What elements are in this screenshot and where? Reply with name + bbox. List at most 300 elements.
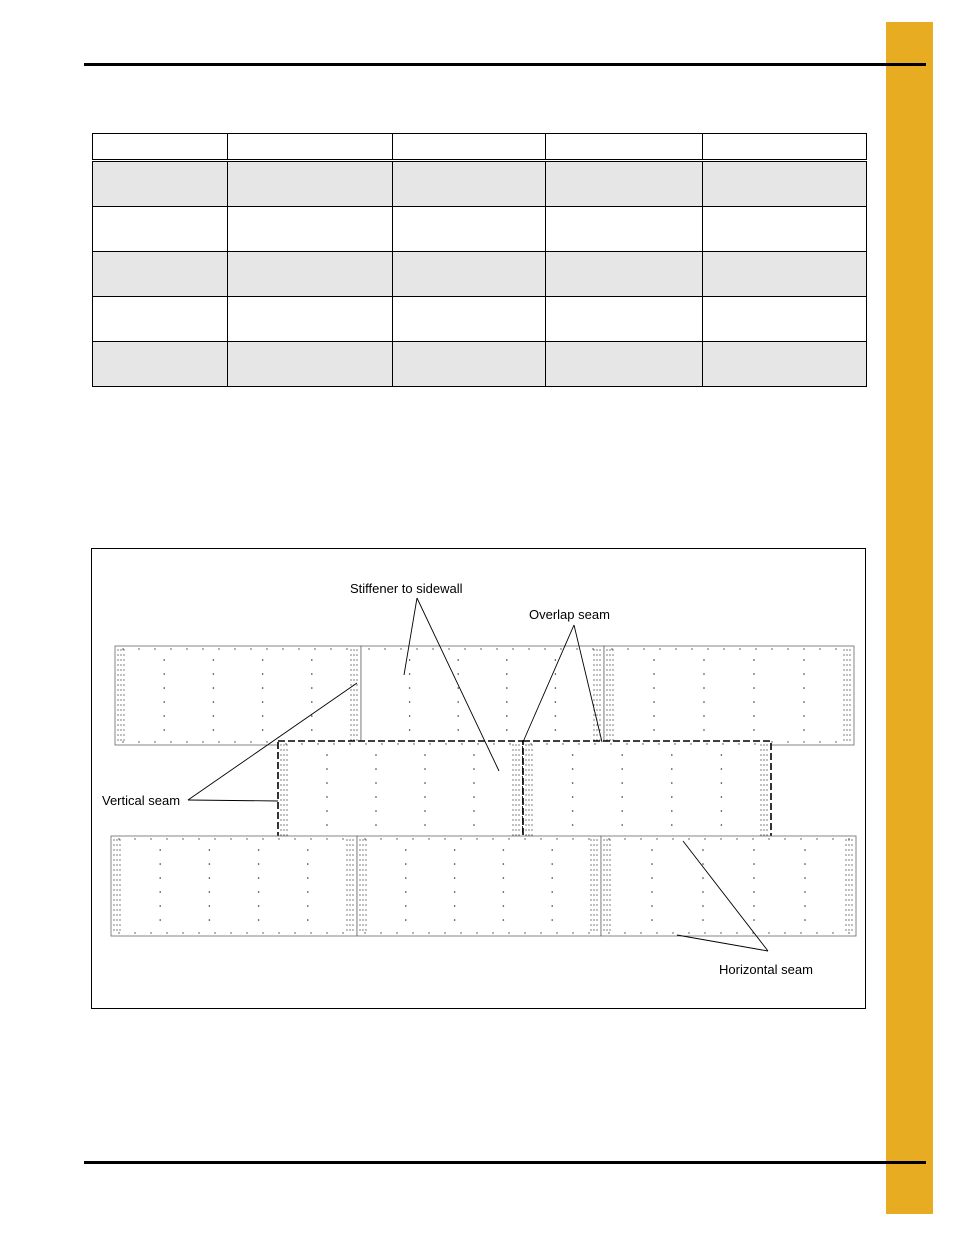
bolt-hole bbox=[738, 743, 739, 744]
bolt-hole bbox=[603, 929, 604, 930]
bolt-hole bbox=[317, 743, 318, 744]
stiffener-label: Stiffener to sidewall bbox=[350, 581, 463, 596]
bolt-hole bbox=[849, 669, 850, 670]
bolt-hole bbox=[473, 754, 475, 756]
bolt-hole bbox=[851, 844, 852, 845]
bolt-hole bbox=[606, 909, 607, 910]
bolt-hole bbox=[123, 689, 124, 690]
bolt-hole bbox=[412, 932, 413, 933]
bolt-hole bbox=[283, 834, 284, 835]
bolt-hole bbox=[444, 838, 445, 839]
bolt-hole bbox=[763, 789, 764, 790]
bolt-hole bbox=[473, 796, 475, 798]
bolt-hole bbox=[326, 754, 328, 756]
bolt-hole bbox=[609, 719, 610, 720]
bolt-hole bbox=[120, 734, 121, 735]
bolt-hole bbox=[848, 894, 849, 895]
bolt-hole bbox=[349, 919, 350, 920]
bolt-hole bbox=[528, 819, 529, 820]
bolt-hole bbox=[846, 694, 847, 695]
bolt-hole bbox=[846, 739, 847, 740]
bolt-hole bbox=[503, 863, 505, 865]
bolt-hole bbox=[593, 699, 594, 700]
bolt-hole bbox=[531, 784, 532, 785]
bolt-hole bbox=[603, 859, 604, 860]
bolt-hole bbox=[262, 673, 264, 675]
bolt-hole bbox=[424, 810, 426, 812]
bolt-hole bbox=[280, 754, 281, 755]
bolt-hole bbox=[763, 834, 764, 835]
bolt-hole bbox=[590, 859, 591, 860]
bolt-hole bbox=[134, 932, 135, 933]
bolt-hole bbox=[593, 879, 594, 880]
bolt-hole bbox=[163, 729, 165, 731]
bolt-hole bbox=[365, 909, 366, 910]
bolt-hole bbox=[784, 838, 785, 839]
bolt-hole bbox=[606, 664, 607, 665]
bolt-hole bbox=[515, 784, 516, 785]
bolt-hole bbox=[349, 869, 350, 870]
bolt-hole bbox=[119, 914, 120, 915]
bolt-hole bbox=[590, 839, 591, 840]
bolt-hole bbox=[702, 891, 704, 893]
bolt-hole bbox=[599, 679, 600, 680]
bolt-hole bbox=[518, 814, 519, 815]
bolt-hole bbox=[804, 905, 806, 907]
bolt-hole bbox=[804, 863, 806, 865]
bolt-hole bbox=[349, 904, 350, 905]
bolt-hole bbox=[609, 649, 610, 650]
bolt-hole bbox=[606, 699, 607, 700]
bolt-hole bbox=[512, 789, 513, 790]
bolt-hole bbox=[590, 924, 591, 925]
bolt-hole bbox=[593, 724, 594, 725]
bolt-hole bbox=[720, 838, 721, 839]
bolt-hole bbox=[603, 924, 604, 925]
bolt-hole bbox=[283, 824, 284, 825]
table-cell bbox=[393, 161, 546, 207]
bolt-hole bbox=[590, 869, 591, 870]
bolt-hole bbox=[213, 687, 215, 689]
bolt-hole bbox=[512, 749, 513, 750]
bolt-hole bbox=[846, 654, 847, 655]
bolt-hole bbox=[512, 834, 513, 835]
bolt-hole bbox=[609, 884, 610, 885]
bolt-hole bbox=[804, 849, 806, 851]
bolt-hole bbox=[352, 894, 353, 895]
bolt-hole bbox=[286, 779, 287, 780]
bolt-hole bbox=[849, 694, 850, 695]
bolt-hole bbox=[603, 879, 604, 880]
bolt-hole bbox=[651, 919, 653, 921]
sheet-panel bbox=[115, 646, 361, 745]
bolt-hole bbox=[528, 809, 529, 810]
bolt-hole bbox=[113, 899, 114, 900]
bolt-hole bbox=[515, 814, 516, 815]
bolt-hole bbox=[593, 729, 594, 730]
bolt-hole bbox=[531, 769, 532, 770]
bolt-hole bbox=[611, 648, 612, 649]
bolt-hole bbox=[518, 824, 519, 825]
bolt-hole bbox=[518, 789, 519, 790]
bolt-hole bbox=[763, 764, 764, 765]
bolt-hole bbox=[346, 904, 347, 905]
bolt-hole bbox=[286, 799, 287, 800]
bolt-hole bbox=[515, 774, 516, 775]
bolt-hole bbox=[525, 764, 526, 765]
bolt-hole bbox=[596, 884, 597, 885]
bolt-hole bbox=[213, 659, 215, 661]
bolt-hole bbox=[849, 699, 850, 700]
bolt-hole bbox=[412, 838, 413, 839]
bolt-hole bbox=[258, 919, 260, 921]
bolt-hole bbox=[350, 649, 351, 650]
bolt-hole bbox=[350, 734, 351, 735]
bolt-hole bbox=[117, 719, 118, 720]
bolt-hole bbox=[819, 648, 820, 649]
bolt-hole bbox=[493, 743, 494, 744]
bolt-hole bbox=[202, 648, 203, 649]
bolt-hole bbox=[590, 864, 591, 865]
bolt-hole bbox=[356, 699, 357, 700]
bolt-hole bbox=[119, 929, 120, 930]
bolt-hole bbox=[845, 844, 846, 845]
bolt-hole bbox=[606, 929, 607, 930]
bolt-hole bbox=[518, 759, 519, 760]
bolt-hole bbox=[283, 829, 284, 830]
bolt-hole bbox=[848, 904, 849, 905]
bolt-hole bbox=[512, 804, 513, 805]
bolt-hole bbox=[528, 784, 529, 785]
bolt-hole bbox=[690, 743, 691, 744]
bolt-hole bbox=[763, 759, 764, 760]
bolt-hole bbox=[843, 689, 844, 690]
bolt-hole bbox=[154, 741, 155, 742]
bolt-hole bbox=[612, 704, 613, 705]
bolt-hole bbox=[524, 838, 525, 839]
bolt-hole bbox=[803, 673, 805, 675]
bolt-hole bbox=[209, 905, 211, 907]
bolt-hole bbox=[593, 859, 594, 860]
bolt-hole bbox=[531, 804, 532, 805]
bolt-hole bbox=[763, 744, 764, 745]
bolt-hole bbox=[209, 863, 211, 865]
bolt-hole bbox=[525, 769, 526, 770]
bolt-hole bbox=[460, 838, 461, 839]
bolt-hole bbox=[849, 714, 850, 715]
bolt-hole bbox=[286, 744, 287, 745]
bolt-hole bbox=[609, 854, 610, 855]
table-cell bbox=[93, 252, 228, 297]
bolt-hole bbox=[150, 838, 151, 839]
bolt-hole bbox=[117, 669, 118, 670]
bolt-hole bbox=[703, 701, 705, 703]
bolt-hole bbox=[352, 864, 353, 865]
bolt-hole bbox=[849, 664, 850, 665]
bolt-hole bbox=[286, 809, 287, 810]
bolt-hole bbox=[760, 814, 761, 815]
bolt-hole bbox=[405, 891, 407, 893]
bolt-hole bbox=[609, 909, 610, 910]
bolt-hole bbox=[283, 814, 284, 815]
bolt-hole bbox=[599, 719, 600, 720]
bolt-hole bbox=[307, 919, 309, 921]
bolt-hole bbox=[503, 849, 505, 851]
bolt-hole bbox=[294, 838, 295, 839]
bolt-hole bbox=[209, 877, 211, 879]
bolt-hole bbox=[362, 869, 363, 870]
bolt-hole bbox=[596, 664, 597, 665]
bolt-hole bbox=[572, 754, 574, 756]
bolt-hole bbox=[596, 684, 597, 685]
bolt-hole bbox=[117, 739, 118, 740]
bolt-hole bbox=[352, 879, 353, 880]
bolt-hole bbox=[703, 715, 705, 717]
bolt-hole bbox=[512, 648, 513, 649]
bolt-hole bbox=[278, 838, 279, 839]
bolt-hole bbox=[851, 914, 852, 915]
bolt-hole bbox=[753, 673, 755, 675]
bolt-hole bbox=[314, 648, 315, 649]
bolt-hole bbox=[518, 769, 519, 770]
bolt-hole bbox=[556, 932, 557, 933]
bolt-hole bbox=[116, 884, 117, 885]
bolt-hole bbox=[409, 729, 411, 731]
bolt-hole bbox=[202, 741, 203, 742]
bolt-hole bbox=[119, 874, 120, 875]
bolt-hole bbox=[356, 714, 357, 715]
bolt-hole bbox=[352, 904, 353, 905]
bolt-hole bbox=[593, 689, 594, 690]
bolt-hole bbox=[606, 679, 607, 680]
bolt-hole bbox=[350, 704, 351, 705]
bolt-hole bbox=[596, 849, 597, 850]
bolt-hole bbox=[760, 769, 761, 770]
bolt-hole bbox=[846, 729, 847, 730]
bolt-hole bbox=[593, 734, 594, 735]
bolt-hole bbox=[606, 714, 607, 715]
bolt-hole bbox=[454, 849, 456, 851]
bolt-hole bbox=[283, 769, 284, 770]
bolt-hole bbox=[603, 904, 604, 905]
bolt-hole bbox=[609, 679, 610, 680]
bolt-hole bbox=[528, 789, 529, 790]
bolt-hole bbox=[352, 849, 353, 850]
bolt-hole bbox=[353, 654, 354, 655]
bolt-hole bbox=[424, 754, 426, 756]
table-cell bbox=[546, 161, 703, 207]
bolt-hole bbox=[606, 704, 607, 705]
bolt-hole bbox=[752, 838, 753, 839]
bolt-hole bbox=[362, 874, 363, 875]
sheet-panel bbox=[604, 646, 854, 745]
table-header-cell bbox=[228, 134, 393, 161]
bolt-hole bbox=[346, 859, 347, 860]
bolt-hole bbox=[588, 932, 589, 933]
bolt-hole bbox=[530, 743, 531, 744]
bolt-hole bbox=[362, 929, 363, 930]
bolt-hole bbox=[120, 709, 121, 710]
bolt-hole bbox=[476, 838, 477, 839]
bolt-hole bbox=[286, 814, 287, 815]
bolt-hole bbox=[359, 924, 360, 925]
bolt-hole bbox=[405, 877, 407, 879]
bolt-hole bbox=[596, 709, 597, 710]
bolt-hole bbox=[362, 924, 363, 925]
bolt-hole bbox=[851, 879, 852, 880]
bolt-hole bbox=[849, 649, 850, 650]
bolt-hole bbox=[849, 659, 850, 660]
bolt-hole bbox=[365, 924, 366, 925]
bolt-hole bbox=[753, 919, 755, 921]
bolt-hole bbox=[528, 774, 529, 775]
bolt-hole bbox=[362, 894, 363, 895]
bolt-hole bbox=[590, 879, 591, 880]
bolt-hole bbox=[843, 654, 844, 655]
bolt-hole bbox=[461, 743, 462, 744]
bolt-hole bbox=[454, 919, 456, 921]
bolt-hole bbox=[803, 741, 804, 742]
bolt-hole bbox=[349, 924, 350, 925]
bolt-hole bbox=[544, 648, 545, 649]
bolt-hole bbox=[528, 759, 529, 760]
bolt-hole bbox=[671, 810, 673, 812]
bolt-hole bbox=[612, 734, 613, 735]
bolt-hole bbox=[596, 864, 597, 865]
bolt-hole bbox=[525, 754, 526, 755]
bolt-hole bbox=[283, 784, 284, 785]
bolt-hole bbox=[843, 704, 844, 705]
bolt-hole bbox=[590, 929, 591, 930]
bolt-hole bbox=[763, 809, 764, 810]
bolt-hole bbox=[350, 714, 351, 715]
bolt-hole bbox=[760, 754, 761, 755]
table-cell bbox=[393, 252, 546, 297]
bolt-hole bbox=[356, 689, 357, 690]
bolt-hole bbox=[596, 899, 597, 900]
bolt-hole bbox=[627, 648, 628, 649]
bolt-hole bbox=[209, 919, 211, 921]
bolt-hole bbox=[606, 719, 607, 720]
bolt-hole bbox=[846, 724, 847, 725]
bolt-hole bbox=[843, 664, 844, 665]
bolt-hole bbox=[578, 743, 579, 744]
bolt-hole bbox=[166, 838, 167, 839]
bolt-hole bbox=[213, 715, 215, 717]
bolt-hole bbox=[596, 694, 597, 695]
bolt-hole bbox=[349, 849, 350, 850]
bolt-hole bbox=[721, 824, 723, 826]
bolt-hole bbox=[405, 919, 407, 921]
bolt-hole bbox=[515, 819, 516, 820]
bolt-hole bbox=[116, 894, 117, 895]
bolt-hole bbox=[330, 648, 331, 649]
bolt-hole bbox=[346, 869, 347, 870]
bolt-hole bbox=[551, 919, 553, 921]
bolt-hole bbox=[593, 914, 594, 915]
bolt-hole bbox=[606, 654, 607, 655]
bolt-hole bbox=[651, 849, 653, 851]
bolt-hole bbox=[113, 879, 114, 880]
bolt-hole bbox=[525, 834, 526, 835]
bolt-hole bbox=[763, 819, 764, 820]
bolt-hole bbox=[353, 699, 354, 700]
bolt-hole bbox=[848, 884, 849, 885]
bolt-hole bbox=[599, 724, 600, 725]
bolt-hole bbox=[626, 743, 627, 744]
bolt-hole bbox=[280, 789, 281, 790]
bolt-hole bbox=[117, 714, 118, 715]
bolt-hole bbox=[349, 909, 350, 910]
bolt-hole bbox=[359, 879, 360, 880]
bolt-hole bbox=[609, 704, 610, 705]
bolt-hole bbox=[280, 829, 281, 830]
bolt-hole bbox=[766, 794, 767, 795]
bolt-hole bbox=[606, 689, 607, 690]
footer-rule bbox=[84, 1161, 926, 1164]
bolt-hole bbox=[612, 714, 613, 715]
bolt-hole bbox=[609, 729, 610, 730]
bolt-hole bbox=[845, 909, 846, 910]
bolt-hole bbox=[349, 914, 350, 915]
bolt-hole bbox=[159, 849, 161, 851]
bolt-hole bbox=[283, 744, 284, 745]
bolt-hole bbox=[283, 754, 284, 755]
bolt-hole bbox=[280, 824, 281, 825]
bolt-hole bbox=[703, 687, 705, 689]
bolt-hole bbox=[515, 809, 516, 810]
bolt-hole bbox=[250, 741, 251, 742]
bolt-hole bbox=[454, 905, 456, 907]
bolt-hole bbox=[606, 904, 607, 905]
bolt-hole bbox=[350, 664, 351, 665]
bolt-hole bbox=[766, 824, 767, 825]
bolt-hole bbox=[596, 924, 597, 925]
bolt-hole bbox=[621, 782, 623, 784]
bolt-hole bbox=[258, 891, 260, 893]
bolt-hole bbox=[846, 714, 847, 715]
bolt-hole bbox=[596, 904, 597, 905]
bolt-hole bbox=[359, 854, 360, 855]
bolt-hole bbox=[266, 648, 267, 649]
bolt-hole bbox=[849, 709, 850, 710]
bolt-hole bbox=[846, 674, 847, 675]
bolt-hole bbox=[362, 919, 363, 920]
bolt-hole bbox=[283, 799, 284, 800]
bolt-hole bbox=[843, 709, 844, 710]
bolt-hole bbox=[596, 689, 597, 690]
bolt-hole bbox=[283, 774, 284, 775]
bolt-hole bbox=[123, 679, 124, 680]
bolt-hole bbox=[609, 694, 610, 695]
bolt-hole bbox=[113, 874, 114, 875]
bolt-hole bbox=[116, 849, 117, 850]
bolt-hole bbox=[832, 838, 833, 839]
bolt-hole bbox=[170, 648, 171, 649]
bolt-hole bbox=[760, 749, 761, 750]
bolt-hole bbox=[365, 844, 366, 845]
bolt-hole bbox=[606, 669, 607, 670]
bolt-hole bbox=[326, 810, 328, 812]
bolt-hole bbox=[349, 854, 350, 855]
bolt-hole bbox=[846, 719, 847, 720]
bolt-hole bbox=[848, 929, 849, 930]
bolt-hole bbox=[849, 734, 850, 735]
bolt-hole bbox=[359, 894, 360, 895]
bolt-hole bbox=[599, 684, 600, 685]
bolt-hole bbox=[518, 784, 519, 785]
table-cell bbox=[546, 342, 703, 387]
